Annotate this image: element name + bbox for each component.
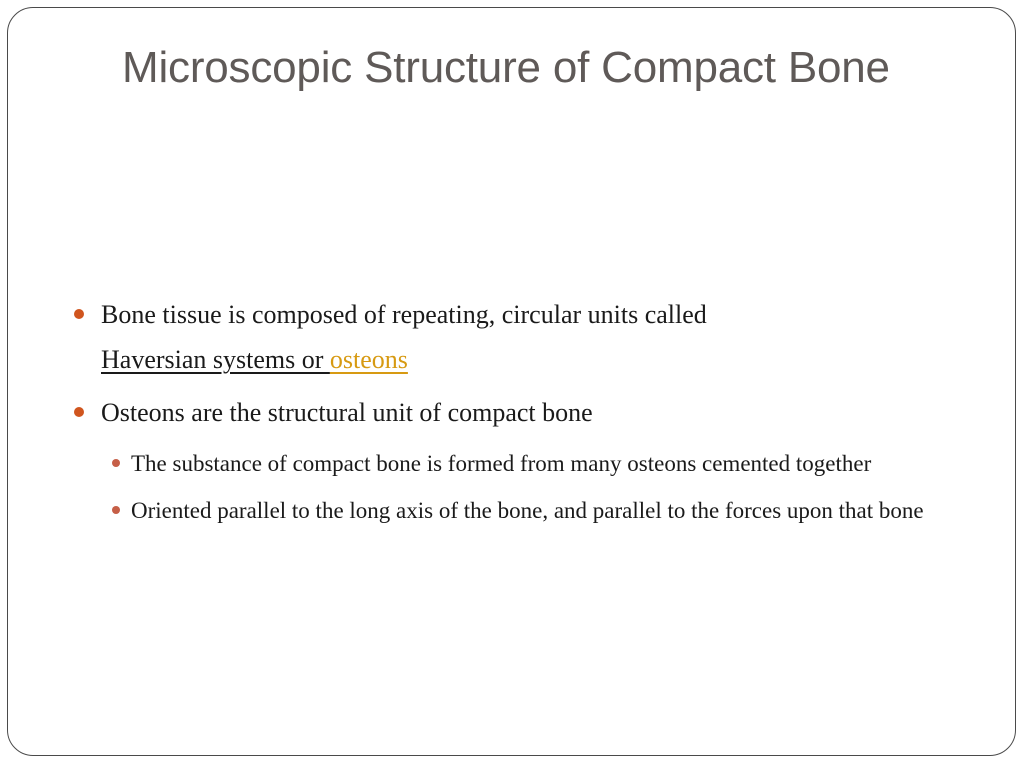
slide-body	[68, 292, 968, 537]
bullet-dot-icon	[74, 309, 84, 319]
bullet-1-underlined-text: Haversian systems or	[101, 345, 330, 374]
bullet-item-1	[68, 292, 968, 382]
sub-bullet-1-text: The substance of compact bone is formed from many osteons cemented together	[131, 451, 872, 476]
sub-bullet-item-1	[68, 443, 968, 484]
slide-frame	[7, 7, 1016, 756]
sub-bullet-2-text: Oriented parallel to the long axis of the bone, and parallel to the forces upon that bone	[131, 498, 924, 523]
bullet-2-text: Osteons are the structural unit of compact bone	[101, 398, 593, 427]
sub-bullet-dot-icon	[112, 506, 120, 514]
bullet-item-2	[68, 390, 968, 435]
slide-title: Microscopic Structure of Compact Bone	[122, 43, 890, 92]
sub-bullet-item-2	[68, 490, 968, 531]
osteons-link[interactable]: osteons	[329, 345, 408, 374]
sub-bullet-dot-icon	[112, 459, 120, 467]
bullet-1-text: Bone tissue is composed of repeating, circular units called	[101, 300, 707, 329]
bullet-dot-icon	[74, 407, 84, 417]
